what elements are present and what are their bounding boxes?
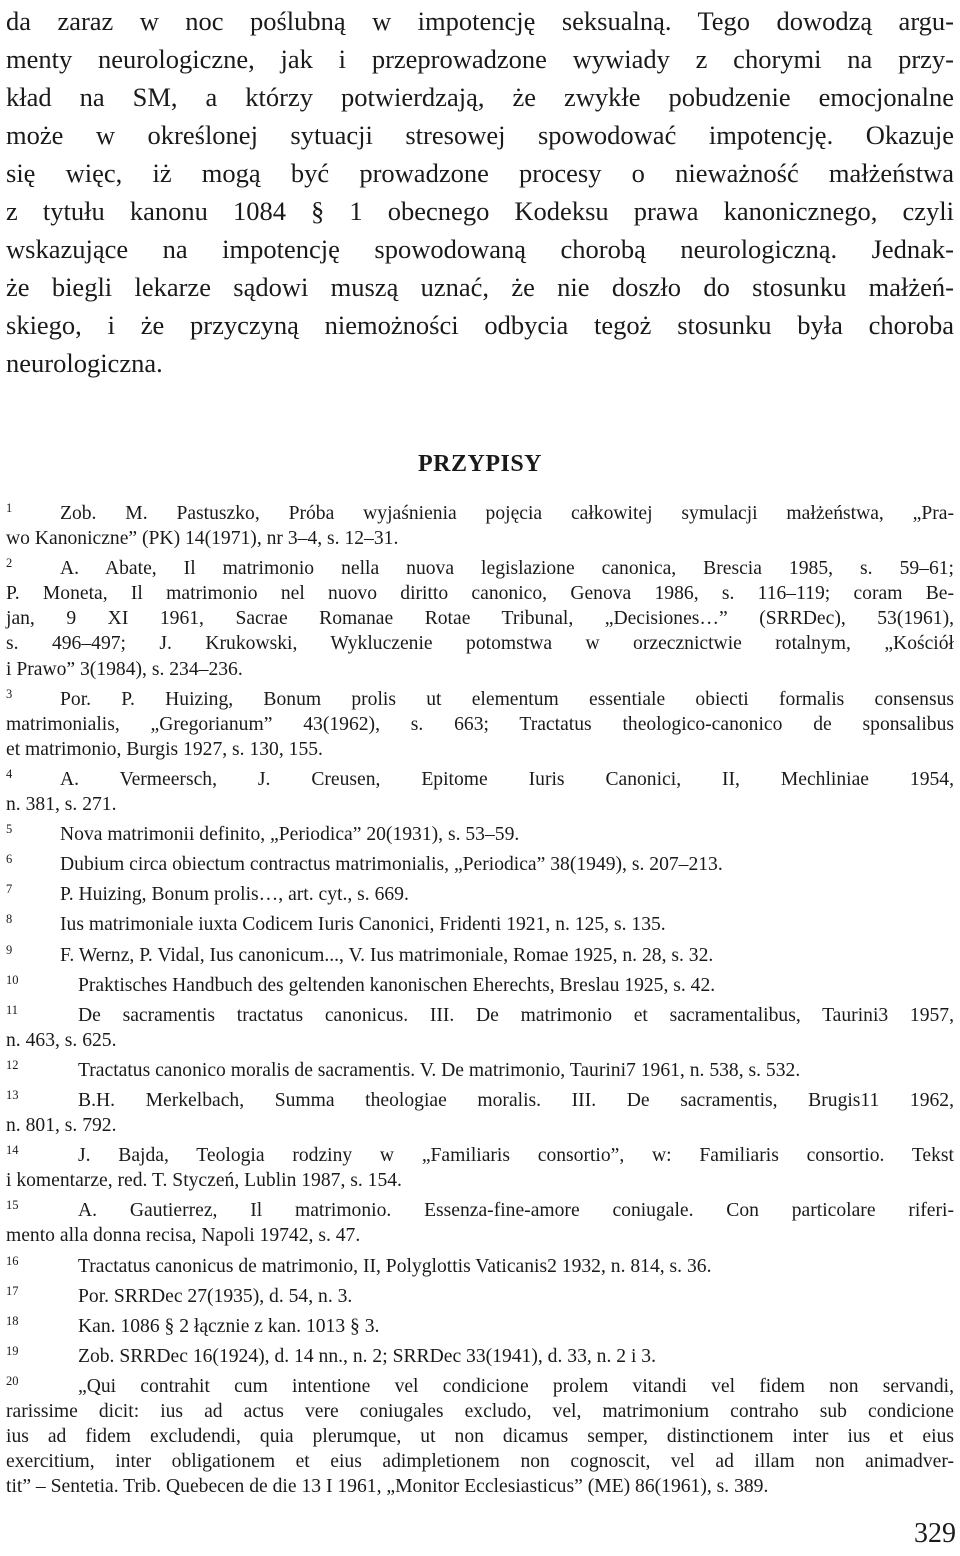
footnote-number: 20 — [6, 1373, 19, 1388]
footnote-number: 2 — [6, 556, 13, 571]
footnote-text: Nova matrimonii definito, „Periodica” 20(1931), s. 53–59. — [60, 824, 520, 846]
footnote-line — [6, 1474, 954, 1499]
footnote-line — [6, 847, 954, 877]
footnote-text: Ius matrimoniale iuxta Codicem Iuris Canonici, Fridenti 1921, n. 125, s. 135. — [60, 914, 666, 936]
footnote — [6, 877, 954, 907]
footnote-text: n. 801, s. 792. — [6, 1115, 117, 1137]
footnote — [6, 817, 954, 847]
footnote-number: 12 — [6, 1057, 19, 1072]
footnote — [6, 1193, 954, 1248]
footnote-text: A. Vermeersch, J. Creusen, Epitome Iuris Canonici, II, Mechliniae 1954, — [60, 768, 954, 790]
footnote-line — [6, 1449, 954, 1474]
footnote-text: mento alla donna recisa, Napoli 19742, s. 47. — [6, 1225, 361, 1247]
footnote-line — [6, 1053, 954, 1083]
footnote-line — [6, 551, 954, 581]
footnote-line — [6, 1223, 954, 1248]
footnote-number: 9 — [6, 942, 13, 957]
footnote-number: 3 — [6, 686, 13, 701]
footnote-text: s. 496–497; J. Krukowski, Wykluczenie potomstwa w orzecznictwie rotalnym, „Kościół — [6, 633, 954, 655]
footnote-text: jan, 9 XI 1961, Sacrae Romanae Rotae Tribunal, „Decisiones…” (SRRDec), 53(1961), — [6, 608, 954, 630]
footnote — [6, 998, 954, 1053]
footnote — [6, 1249, 954, 1279]
footnote — [6, 1083, 954, 1138]
footnote-text: „Qui contrahit cum intentione vel condicione prolem vitandi vel fidem non servandi, — [78, 1375, 954, 1397]
footnote-line — [6, 1028, 954, 1053]
footnote-text: Zob. SRRDec 16(1924), d. 14 nn., n. 2; SRRDec 33(1941), d. 33, n. 2 i 3. — [78, 1345, 656, 1367]
footnote-line — [6, 682, 954, 712]
body-line: się więc, iż mogą być prowadzone procesy o nieważność małżeństwa — [6, 158, 954, 188]
body-line: wskazujące na impotencję spowodowaną chorobą neurologiczną. Jednak- — [6, 234, 954, 264]
page-number: 329 — [914, 1518, 956, 1549]
footnote-text: B.H. Merkelbach, Summa theologiae moralis. III. De sacramentis, Brugis11 1962, — [78, 1089, 954, 1111]
footnote-number: 17 — [6, 1283, 19, 1298]
footnote-line — [6, 1249, 954, 1279]
footnote — [6, 938, 954, 968]
footnote-line — [6, 1138, 954, 1168]
footnote-line — [6, 1083, 954, 1113]
footnote-line — [6, 792, 954, 817]
footnote — [6, 1369, 954, 1499]
footnote-text: Por. SRRDec 27(1935), d. 54, n. 3. — [78, 1285, 353, 1307]
footnote-number: 8 — [6, 912, 13, 927]
footnote-text: De sacramentis tractatus canonicus. III. De matrimonio et sacramentalibus, Taurini3 1957, — [78, 1004, 954, 1026]
footnote-line — [6, 496, 954, 526]
footnote-line — [6, 737, 954, 762]
footnote-number: 13 — [6, 1087, 19, 1102]
body-line: że biegli lekarze sądowi muszą uznać, że nie doszło do stosunku małżeń- — [6, 272, 954, 302]
footnote-text: J. Bajda, Teologia rodziny w „Familiaris consortio”, w: Familiaris consortio. Tekst — [78, 1145, 954, 1167]
footnote-line — [6, 1279, 954, 1309]
footnote-text: wo Kanoniczne” (PK) 14(1971), nr 3–4, s. 12–31. — [6, 528, 399, 550]
footnote-number: 18 — [6, 1313, 19, 1328]
footnote — [6, 1309, 954, 1339]
body-line: menty neurologiczne, jak i przeprowadzone wywiady z chorymi na przy- — [6, 44, 954, 74]
footnote-line — [6, 1399, 954, 1424]
body-line: może w określonej sytuacji stresowej spowodować impotencję. Okazuje — [6, 120, 954, 150]
footnote-line — [6, 1113, 954, 1138]
footnote-number: 5 — [6, 822, 13, 837]
footnote-line — [6, 657, 954, 682]
footnote-line — [6, 631, 954, 656]
footnote-number: 11 — [6, 1002, 19, 1017]
page — [6, 0, 954, 1498]
body-line: kład na SM, a którzy potwierdzają, że zwykłe pobudzenie emocjonalne — [6, 82, 954, 112]
footnote-line — [6, 817, 954, 847]
footnote-text: Por. P. Huizing, Bonum prolis ut elementum essentiale obiecti formalis consensus — [60, 688, 954, 710]
footnote — [6, 1138, 954, 1193]
footnote-number: 14 — [6, 1143, 19, 1158]
footnote-text: Dubium circa obiectum contractus matrimonialis, „Periodica” 38(1949), s. 207–213. — [60, 854, 723, 876]
footnote-text: i Prawo” 3(1984), s. 234–236. — [6, 658, 243, 680]
footnotes — [6, 496, 954, 1499]
footnote-text: Praktisches Handbuch des geltenden kanonischen Eherechts, Breslau 1925, s. 42. — [78, 974, 716, 996]
footnote-number: 16 — [6, 1253, 19, 1268]
footnote-line — [6, 606, 954, 631]
footnote — [6, 762, 954, 817]
footnote — [6, 847, 954, 877]
body-line: da zaraz w noc poślubną w impotencję seksualną. Tego dowodzą argu- — [6, 6, 954, 36]
footnote-text: ius ad fidem excludendi, quia plerumque, ut non dicamus semper, distinctionem inter ius et eius — [6, 1426, 954, 1448]
footnote-line — [6, 1168, 954, 1193]
footnote — [6, 682, 954, 762]
footnote-line — [6, 1193, 954, 1223]
footnote-text: n. 463, s. 625. — [6, 1029, 117, 1051]
footnote-line — [6, 712, 954, 737]
footnote-line — [6, 907, 954, 937]
footnote-line — [6, 1369, 954, 1399]
footnote-number: 10 — [6, 972, 19, 987]
footnote-text: rarissime dicit: ius ad actus vere coniugales excludo, vel, matrimonium contraho sub condicione — [6, 1401, 954, 1422]
footnote-line — [6, 1424, 954, 1449]
body-paragraph — [6, 0, 954, 382]
footnote — [6, 907, 954, 937]
footnote-text: F. Wernz, P. Vidal, Ius canonicum..., V. Ius matrimoniale, Romae 1925, n. 28, s. 32. — [60, 944, 714, 966]
body-line: skiego, i że przyczyną niemożności odbycia tegoż stosunku była choroba — [6, 310, 954, 340]
footnote-text: Tractatus canonico moralis de sacramentis. V. De matrimonio, Taurini7 1961, n. 538, s. 532. — [78, 1059, 801, 1081]
footnote-text: matrimonialis, „Gregorianum” 43(1962), s. 663; Tractatus theologico-canonico de sponsalibus — [6, 713, 954, 735]
footnote-number: 4 — [6, 766, 13, 781]
footnote — [6, 1279, 954, 1309]
footnote-line — [6, 1309, 954, 1339]
footnote-text: Kan. 1086 § 2 łącznie z kan. 1013 § 3. — [78, 1315, 380, 1337]
footnote-text: A. Abate, Il matrimonio nella nuova legislazione canonica, Brescia 1985, s. 59–61; — [60, 558, 954, 580]
footnote-line — [6, 998, 954, 1028]
footnote-number: 1 — [6, 501, 13, 515]
footnote-line — [6, 938, 954, 968]
footnote-text: n. 381, s. 271. — [6, 794, 117, 816]
footnote-text: A. Gautierrez, Il matrimonio. Essenza-fine-amore coniugale. Con particolare riferi- — [78, 1200, 954, 1222]
body-line: neurologiczna. — [6, 348, 163, 378]
footnote-number: 6 — [6, 852, 13, 867]
footnote-number: 19 — [6, 1343, 19, 1358]
footnote — [6, 1339, 954, 1369]
footnote-line — [6, 877, 954, 907]
footnote — [6, 551, 954, 681]
section-heading: PRZYPISY — [417, 451, 542, 477]
footnote-text: tit” – Sentetia. Trib. Quebecen de die 13 I 1961, „Monitor Ecclesiasticus” (ME) 86(1961), s. 389. — [6, 1476, 769, 1498]
footnote-line — [6, 1339, 954, 1369]
footnote — [6, 968, 954, 998]
footnote-text: P. Huizing, Bonum prolis…, art. cyt., s. 669. — [60, 884, 409, 906]
footnote-line — [6, 581, 954, 606]
footnote-text: exercitium, inter obligationem et eius adimpletionem non cognoscit, vel ad illam non animadver- — [6, 1451, 954, 1473]
body-line: z tytułu kanonu 1084 § 1 obecnego Kodeksu prawa kanonicznego, czyli — [6, 196, 954, 226]
footnote-line — [6, 968, 954, 998]
footnote-text: et matrimonio, Burgis 1927, s. 130, 155. — [6, 738, 323, 760]
footnote-text: P. Moneta, Il matrimonio nel nuovo diritto canonico, Genova 1986, s. 116–119; coram Be- — [6, 583, 954, 605]
footnote-number: 15 — [6, 1198, 19, 1213]
footnote-text: Tractatus canonicus de matrimonio, II, Polyglottis Vaticanis2 1932, n. 814, s. 36. — [78, 1255, 712, 1277]
footnote-text: Zob. M. Pastuszko, Próba wyjaśnienia pojęcia całkowitej symulacji małżeństwa, „Pra- — [60, 503, 954, 524]
footnote-number: 7 — [6, 882, 13, 897]
footnote-line — [6, 762, 954, 792]
footnote-line — [6, 526, 954, 551]
footnote — [6, 496, 954, 551]
footnote — [6, 1053, 954, 1083]
footnote-text: i komentarze, red. T. Styczeń, Lublin 1987, s. 154. — [6, 1170, 402, 1192]
